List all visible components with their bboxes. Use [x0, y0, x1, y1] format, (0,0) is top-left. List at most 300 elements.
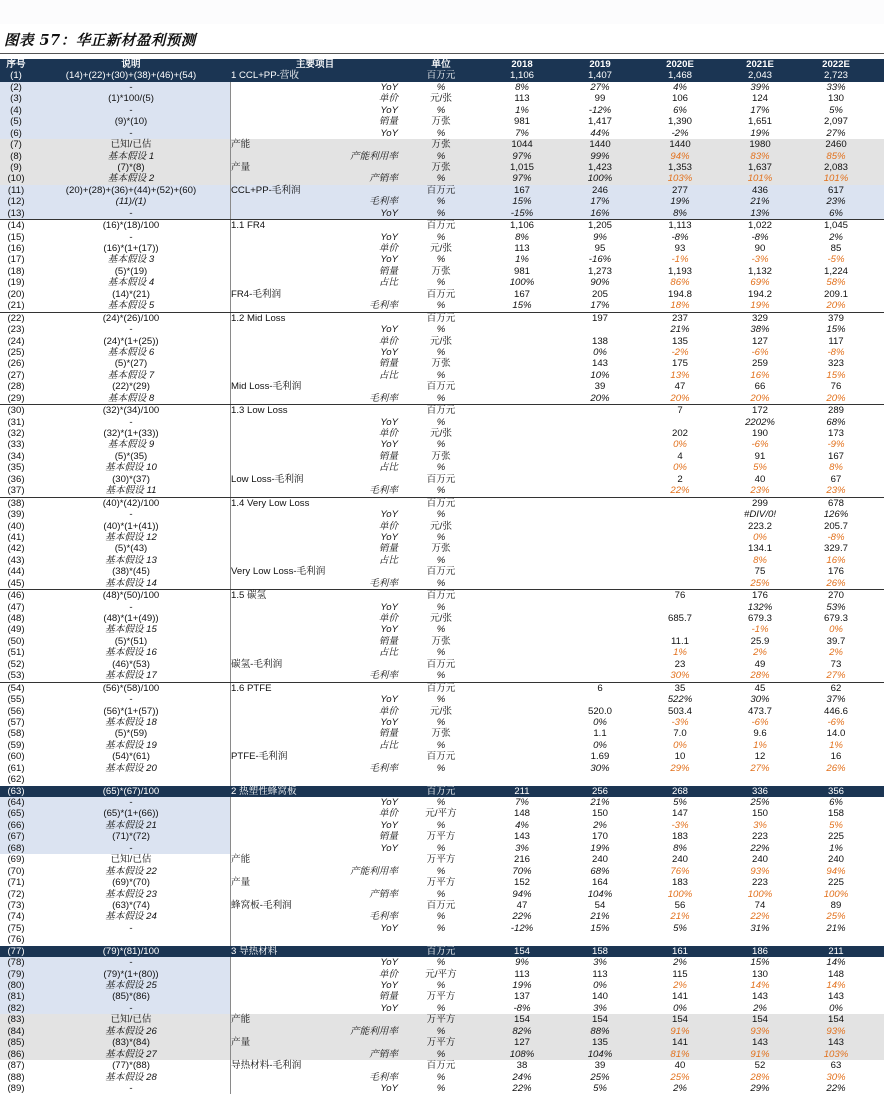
row-seq: (51): [7, 647, 25, 659]
row-value-4: 143: [827, 1037, 844, 1049]
row-unit: 万平方: [426, 877, 456, 889]
row-value-3: 130: [751, 968, 768, 980]
table-row: [0, 1049, 884, 1060]
row-seq: (18): [7, 265, 25, 277]
row-seq: (88): [7, 1071, 25, 1083]
row-value-0: 108%: [509, 1048, 535, 1060]
row-value-1: 1,273: [587, 265, 612, 277]
row-seq: (58): [7, 728, 25, 740]
row-item: [230, 300, 400, 311]
row-value-4: 225: [827, 831, 844, 843]
row-value-3: 299: [751, 497, 768, 509]
row-value-0: 143: [513, 831, 530, 843]
table-row: [0, 196, 884, 207]
row-value-0: 154: [513, 1014, 530, 1026]
table-row: [0, 1072, 884, 1083]
row-value-0: 216: [513, 854, 530, 866]
item-label: 产量: [231, 877, 251, 889]
item-label: 1.6 PTFE: [231, 682, 272, 694]
row-value-2: -2%: [671, 346, 689, 358]
row-unit: %: [436, 207, 446, 219]
item-sublabel: 毛利率: [369, 1071, 398, 1083]
row-seq: (64): [7, 797, 25, 808]
row-unit: 百万元: [426, 566, 456, 578]
row-value-1: 113: [592, 968, 608, 980]
row-value-2: 2: [677, 473, 683, 485]
row-item: [230, 393, 400, 404]
row-value-2: 106: [671, 93, 688, 105]
row-item: [230, 831, 400, 842]
row-value-1: 1,407: [587, 70, 612, 82]
row-value-3: 21%: [750, 196, 770, 208]
row-desc: (7)*(8): [117, 161, 145, 173]
row-desc: (69)*(70): [112, 877, 150, 889]
row-value-3: 20%: [750, 392, 770, 404]
row-value-3: 2,043: [747, 70, 772, 82]
row-seq: (79): [7, 968, 25, 980]
row-item: [230, 602, 400, 613]
row-item: [230, 1072, 400, 1083]
row-value-4: 2460: [825, 139, 847, 151]
row-desc: [32, 934, 230, 945]
row-item: [230, 797, 400, 808]
row-value-1: [567, 624, 633, 635]
item-sublabel: 毛利率: [369, 670, 398, 682]
row-value-3: 1,132: [747, 265, 772, 277]
title-divider: [0, 53, 884, 54]
row-seq: (48): [7, 613, 25, 624]
item-sublabel: YoY: [380, 842, 398, 854]
row-item: [230, 185, 400, 196]
row-desc: 基本假设 5: [107, 300, 155, 312]
row-value-1: 25%: [590, 1071, 610, 1083]
row-desc: 基本假设 1: [107, 150, 155, 162]
row-item: [230, 578, 400, 589]
row-desc: (65)*(67)/100: [102, 785, 160, 797]
row-value-1: 99%: [590, 150, 610, 162]
row-seq: (5): [10, 116, 22, 128]
row-value-0: 167: [513, 288, 530, 300]
row-item: [230, 1049, 400, 1060]
row-value-0: [489, 751, 555, 762]
row-desc: 基本假设 10: [105, 462, 157, 474]
row-value-2: 685.7: [667, 613, 692, 624]
row-value-4: 89: [830, 899, 842, 911]
row-value-3: 1980: [749, 139, 771, 151]
row-unit: 百万元: [426, 785, 456, 797]
row-value-4: 93%: [826, 1025, 846, 1037]
row-unit: 元/平方: [425, 808, 457, 820]
row-value-0: 70%: [512, 865, 532, 877]
item-sublabel: 产能利用率: [350, 150, 398, 162]
row-value-3: #DIV/0!: [744, 509, 776, 521]
row-value-1: 138: [591, 335, 608, 347]
item-sublabel: 销量: [378, 831, 398, 843]
row-unit: 元/平方: [425, 968, 457, 980]
row-value-4: -8%: [827, 531, 845, 543]
row-unit: %: [436, 797, 446, 808]
table-row: [0, 312, 884, 324]
row-item: [230, 866, 400, 877]
row-desc: (65)*(1+(66)): [103, 808, 159, 820]
row-value-4: 73: [830, 658, 842, 670]
row-desc: -: [129, 207, 133, 219]
row-desc: 基本假设 14: [105, 577, 157, 589]
row-seq: (1): [10, 70, 22, 82]
row-seq: (33): [7, 439, 25, 451]
row-value-1: 21%: [590, 911, 610, 923]
row-value-1: 5%: [593, 1082, 607, 1094]
row-value-2: 100%: [667, 888, 693, 900]
table-row: [0, 128, 884, 139]
table-row: [0, 1060, 884, 1071]
row-seq: (19): [7, 277, 25, 289]
row-value-4: 8%: [829, 462, 843, 474]
row-value-3: 186: [751, 945, 768, 957]
row-value-3: 25.9: [750, 635, 770, 647]
row-item: [230, 128, 400, 139]
row-value-4: 356: [827, 785, 844, 797]
top-band: [0, 0, 884, 24]
row-value-3: 124: [751, 93, 768, 105]
table-row: [0, 208, 884, 219]
row-value-3: 69%: [750, 277, 770, 289]
row-item: [230, 636, 400, 647]
row-value-1: [567, 636, 633, 647]
row-value-2: 91%: [670, 1025, 690, 1037]
row-seq: (61): [7, 762, 25, 774]
row-value-4: 6%: [829, 207, 843, 219]
row-value-1: 95: [594, 243, 606, 254]
row-unit: %: [436, 509, 446, 521]
row-value-1: -16%: [588, 254, 612, 266]
item-sublabel: YoY: [380, 254, 398, 266]
row-value-2: 0%: [673, 739, 687, 751]
row-value-4: 67: [830, 473, 842, 485]
row-value-0: [489, 670, 555, 681]
row-value-1: 197: [591, 312, 608, 324]
row-value-2: 103%: [667, 173, 693, 185]
row-value-4: 23%: [826, 485, 846, 497]
header-year-2022e: 2022E: [822, 59, 850, 70]
row-value-2: 25%: [670, 1071, 690, 1083]
item-sublabel: 占比: [378, 277, 398, 289]
row-value-0: 113: [514, 93, 530, 105]
row-value-4: 39.7: [826, 635, 846, 647]
row-desc: 基本假设 18: [105, 716, 157, 728]
row-value-3: 75: [754, 566, 766, 578]
row-value-2: [647, 774, 713, 785]
row-seq: (4): [10, 104, 22, 116]
row-item: [230, 232, 400, 243]
row-seq: (68): [7, 842, 25, 854]
row-item: [230, 843, 400, 854]
row-value-1: [567, 602, 633, 613]
row-value-1: 90%: [590, 277, 610, 289]
table-row: [0, 934, 884, 945]
row-value-2: 20%: [670, 392, 690, 404]
item-sublabel: YoY: [380, 81, 398, 93]
table-row: [0, 602, 884, 613]
row-value-3: 2202%: [745, 416, 775, 428]
row-value-0: 1,015: [509, 161, 534, 173]
item-sublabel: 产销率: [369, 888, 398, 900]
row-value-4: 62: [830, 682, 842, 694]
row-value-2: 76%: [670, 865, 690, 877]
row-value-1: [567, 590, 633, 601]
row-value-2: [647, 578, 713, 589]
row-unit: 百万元: [426, 1060, 456, 1072]
row-value-0: [489, 393, 555, 404]
item-label: 产量: [231, 1037, 251, 1049]
row-value-4: 209.1: [823, 288, 848, 300]
table-row: [0, 243, 884, 254]
row-unit: 万张: [431, 116, 451, 128]
row-unit: %: [436, 624, 446, 636]
row-unit: %: [436, 324, 446, 336]
row-seq: (84): [7, 1025, 25, 1037]
row-value-0: [489, 381, 555, 392]
row-unit: 百万元: [426, 70, 456, 82]
row-value-4: 117: [828, 335, 844, 347]
row-value-4: -6%: [827, 716, 845, 728]
item-label: 1.3 Low Loss: [231, 405, 288, 417]
row-value-2: 13%: [670, 369, 690, 381]
item-sublabel: 单价: [378, 428, 398, 439]
row-value-3: 0%: [753, 531, 767, 543]
row-unit: %: [436, 1025, 446, 1037]
row-seq: (49): [7, 624, 25, 636]
row-value-1: [567, 543, 633, 554]
row-value-1: 0%: [593, 346, 607, 358]
row-value-1: 0%: [593, 980, 607, 991]
row-unit: %: [436, 819, 446, 831]
row-value-0: [489, 624, 555, 635]
row-item: [230, 70, 400, 81]
row-seq: (25): [7, 346, 25, 358]
row-desc: (48)*(50)/100: [102, 590, 160, 602]
row-value-0: 19%: [512, 980, 532, 991]
table-row: [0, 254, 884, 265]
row-value-0: [489, 728, 555, 739]
row-desc: (79)*(81)/100: [102, 945, 160, 957]
header-year-2019: 2019: [589, 59, 611, 70]
row-value-1: 154: [591, 1014, 608, 1026]
row-value-4: 240: [827, 854, 844, 866]
table-row: [0, 740, 884, 751]
table-row: [0, 566, 884, 577]
row-value-4: 20%: [826, 300, 846, 312]
item-sublabel: YoY: [380, 819, 398, 831]
item-sublabel: 单价: [378, 808, 398, 820]
table-row: [0, 462, 884, 473]
row-desc: 基本假设 17: [105, 670, 157, 682]
row-seq: (39): [7, 509, 25, 521]
item-sublabel: YoY: [380, 1002, 398, 1014]
row-value-0: [489, 683, 555, 694]
row-item: [230, 946, 400, 957]
row-value-0: [489, 659, 555, 670]
row-value-3: 150: [751, 808, 768, 820]
row-value-0: 1%: [515, 104, 529, 116]
item-label: FR4-毛利润: [231, 288, 282, 300]
table-row: [0, 670, 884, 681]
row-item: [230, 670, 400, 681]
row-value-3: 22%: [750, 911, 770, 923]
row-value-0: [489, 602, 555, 613]
row-value-3: 91: [754, 450, 766, 462]
row-item: [230, 336, 400, 347]
item-sublabel: YoY: [380, 694, 398, 706]
table-row: [0, 219, 884, 231]
item-sublabel: 毛利率: [369, 392, 398, 404]
row-value-0: 152: [513, 877, 530, 889]
item-sublabel: 销量: [378, 543, 398, 555]
row-item: [230, 462, 400, 473]
row-desc: 基本假设 11: [105, 485, 157, 497]
table-row: [0, 266, 884, 277]
row-desc: (5)*(35): [114, 450, 148, 462]
row-desc: (83)*(84): [112, 1037, 150, 1049]
row-item: [230, 139, 400, 150]
row-seq: (82): [7, 1002, 25, 1014]
row-unit: %: [436, 127, 446, 139]
row-desc: 基本假设 21: [105, 819, 157, 831]
row-value-1: 30%: [590, 762, 610, 774]
table-row: [0, 417, 884, 428]
row-value-3: -8%: [751, 231, 769, 243]
table-row: [0, 808, 884, 819]
row-value-2: [647, 417, 713, 428]
row-item: [230, 347, 400, 358]
row-value-1: [567, 566, 633, 577]
row-value-0: [489, 417, 555, 428]
row-seq: (35): [7, 462, 25, 474]
row-unit: %: [436, 231, 446, 243]
row-value-1: 17%: [590, 196, 610, 208]
item-sublabel: YoY: [380, 980, 398, 991]
item-sublabel: 销量: [378, 991, 398, 1003]
table-row: [0, 404, 884, 416]
row-desc: -: [129, 104, 133, 116]
row-unit: %: [436, 196, 446, 208]
row-item: [230, 659, 400, 670]
row-value-0: [489, 485, 555, 496]
row-value-1: 3%: [593, 1002, 607, 1014]
row-value-1: 104%: [587, 1048, 613, 1060]
row-desc: 基本假设 6: [107, 346, 155, 358]
row-value-4: 143: [827, 991, 844, 1003]
row-seq: (50): [7, 635, 25, 647]
row-unit: %: [436, 554, 446, 566]
row-desc: (9)*(10): [114, 116, 148, 128]
row-unit: 万张: [431, 450, 451, 462]
row-value-4: [803, 934, 869, 945]
row-seq: (55): [7, 694, 25, 706]
row-value-0: [489, 451, 555, 462]
row-value-2: [647, 532, 713, 543]
row-value-1: 520.0: [587, 705, 612, 717]
row-value-1: 140: [591, 991, 608, 1003]
row-desc: 基本假设 15: [105, 624, 157, 636]
row-seq: (32): [7, 428, 25, 439]
row-value-3: -1%: [751, 624, 769, 636]
row-value-0: 211: [514, 785, 530, 797]
item-sublabel: 单价: [378, 335, 398, 347]
row-value-2: 1440: [669, 139, 691, 151]
row-value-4: -5%: [827, 254, 845, 266]
row-value-2: [647, 602, 713, 613]
row-value-3: 329: [751, 312, 768, 324]
row-value-2: [647, 498, 713, 509]
row-desc: 基本假设 22: [105, 865, 157, 877]
row-item: [230, 728, 400, 739]
row-value-2: 93: [674, 243, 686, 254]
table-row: [0, 162, 884, 173]
row-unit: %: [436, 369, 446, 381]
row-value-2: 0%: [673, 1002, 687, 1014]
row-value-0: [489, 405, 555, 416]
row-item: [230, 969, 400, 980]
row-value-4: 15%: [826, 324, 846, 336]
row-seq: (16): [7, 243, 25, 254]
row-value-3: 679.3: [747, 613, 772, 624]
row-item: [230, 751, 400, 762]
row-item: [230, 1060, 400, 1071]
row-unit: 万张: [431, 358, 451, 370]
row-value-1: [567, 462, 633, 473]
row-value-1: [567, 428, 633, 439]
row-value-4: 68%: [826, 416, 846, 428]
table-row: [0, 578, 884, 589]
row-value-2: 11.1: [671, 635, 689, 647]
row-seq: (30): [7, 405, 25, 417]
table-row: [0, 728, 884, 739]
row-value-2: 194.8: [667, 288, 692, 300]
table-row: [0, 717, 884, 728]
row-value-1: 99: [594, 93, 606, 105]
row-value-1: 21%: [590, 797, 610, 808]
row-item: [230, 740, 400, 751]
row-unit: 万张: [431, 635, 451, 647]
row-value-0: 7%: [515, 127, 529, 139]
row-unit: %: [436, 462, 446, 474]
row-value-2: 35: [674, 682, 686, 694]
row-unit: %: [436, 277, 446, 289]
row-value-0: 97%: [512, 173, 532, 185]
row-value-3: 223.2: [747, 520, 772, 532]
table-row: [0, 93, 884, 104]
row-item: [230, 289, 400, 300]
row-value-0: [489, 578, 555, 589]
row-seq: (42): [7, 543, 25, 555]
row-value-4: 0%: [829, 1002, 843, 1014]
row-value-3: 3%: [753, 819, 767, 831]
row-seq: (10): [7, 173, 25, 185]
row-value-4: 329.7: [823, 543, 848, 555]
row-value-2: 81%: [670, 1048, 690, 1060]
row-value-4: 33%: [826, 81, 846, 93]
table-row: [0, 1083, 884, 1094]
row-item: [230, 590, 400, 601]
row-unit: 万张: [431, 728, 451, 740]
row-desc: -: [129, 509, 133, 521]
row-seq: (86): [7, 1048, 25, 1060]
row-unit: 万平方: [426, 854, 456, 866]
row-seq: (66): [7, 819, 25, 831]
row-item: [230, 1003, 400, 1014]
table-row: [0, 277, 884, 288]
